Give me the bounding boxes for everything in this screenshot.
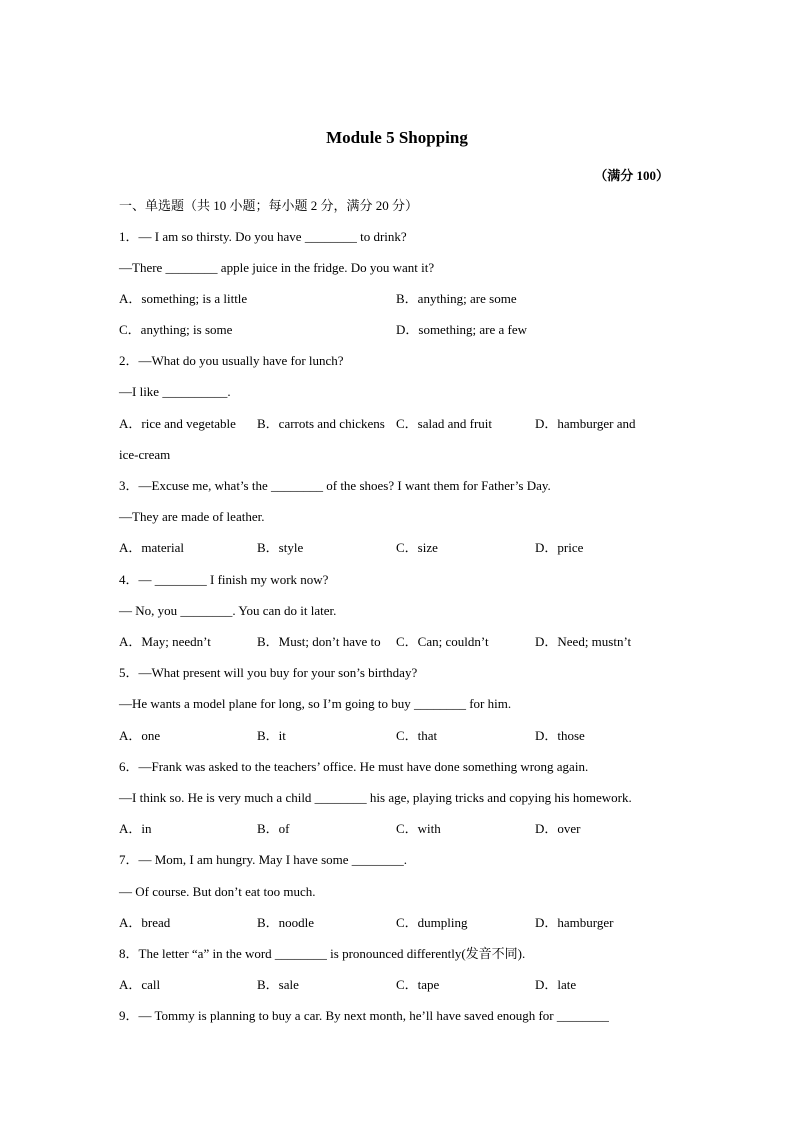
- page-title: Module 5 Shopping: [326, 128, 468, 147]
- question-5-option-c[interactable]: C．that: [396, 728, 438, 743]
- question-4-option-b[interactable]: B．Must; don’t have to: [257, 634, 381, 649]
- question-6-option-a[interactable]: A．in: [119, 821, 152, 836]
- question-1-response: —There ________ apple juice in the fridge. Do you want it?: [119, 260, 435, 275]
- question-8-stem: 8．The letter “a” in the word ________ is pronounced differently(发音不同).: [119, 946, 526, 961]
- question-2-option-d[interactable]: D．hamburger and: [535, 416, 636, 431]
- question-3-option-b[interactable]: B．style: [257, 540, 304, 555]
- question-9-stem: 9．— Tommy is planning to buy a car. By next month, he’ll have saved enough for ________: [119, 1008, 609, 1023]
- question-1-option-c[interactable]: C．anything; is some: [119, 322, 233, 337]
- question-8-option-d[interactable]: D．late: [535, 977, 577, 992]
- question-6-option-c[interactable]: C．with: [396, 821, 441, 836]
- question-8-option-a[interactable]: A．call: [119, 977, 161, 992]
- question-5-option-d[interactable]: D．those: [535, 728, 585, 743]
- question-2-option-d-continued: ice-cream: [119, 447, 171, 462]
- question-5-option-a[interactable]: A．one: [119, 728, 161, 743]
- question-7-stem: 7．— Mom, I am hungry. May I have some ________.: [119, 852, 408, 867]
- question-5-response: —He wants a model plane for long, so I’m going to buy ________ for him.: [119, 696, 512, 711]
- question-2-response: —I like __________.: [119, 384, 231, 399]
- question-8-option-b[interactable]: B．sale: [257, 977, 299, 992]
- question-4-option-a[interactable]: A．May; needn’t: [119, 634, 211, 649]
- question-2-stem: 2．—What do you usually have for lunch?: [119, 353, 344, 368]
- total-score: （满分 100）: [594, 168, 669, 183]
- question-7-option-c[interactable]: C．dumpling: [396, 915, 468, 930]
- question-1-option-d[interactable]: D．something; are a few: [396, 322, 528, 337]
- question-1-option-a[interactable]: A．something; is a little: [119, 291, 248, 306]
- question-7-option-d[interactable]: D．hamburger: [535, 915, 614, 930]
- question-5-option-b[interactable]: B．it: [257, 728, 286, 743]
- question-4-option-c[interactable]: C．Can; couldn’t: [396, 634, 489, 649]
- question-2-option-c[interactable]: C．salad and fruit: [396, 416, 493, 431]
- question-7-option-b[interactable]: B．noodle: [257, 915, 315, 930]
- question-1-stem: 1．— I am so thirsty. Do you have ________ to drink?: [119, 229, 407, 244]
- question-7-option-a[interactable]: A．bread: [119, 915, 171, 930]
- question-2-option-b[interactable]: B．carrots and chickens: [257, 416, 385, 431]
- question-8-option-c[interactable]: C．tape: [396, 977, 440, 992]
- question-3-response: —They are made of leather.: [119, 509, 265, 524]
- question-6-option-b[interactable]: B．of: [257, 821, 290, 836]
- question-6-stem: 6．—Frank was asked to the teachers’ office. He must have done something wrong again.: [119, 759, 589, 774]
- question-4-response: — No, you ________. You can do it later.: [119, 603, 337, 618]
- question-3-option-c[interactable]: C．size: [396, 540, 438, 555]
- question-4-option-d[interactable]: D．Need; mustn’t: [535, 634, 632, 649]
- question-3-option-d[interactable]: D．price: [535, 540, 584, 555]
- question-6-response: —I think so. He is very much a child ________ his age, playing tricks and copying his homework.: [119, 790, 632, 805]
- question-4-stem: 4．— ________ I finish my work now?: [119, 572, 329, 587]
- question-3-option-a[interactable]: A．material: [119, 540, 184, 555]
- question-6-option-d[interactable]: D．over: [535, 821, 581, 836]
- question-1-option-b[interactable]: B．anything; are some: [396, 291, 517, 306]
- question-5-stem: 5．—What present will you buy for your son’s birthday?: [119, 665, 418, 680]
- section-heading: 一、单选题（共 10 小题；每小题 2 分，满分 20 分）: [119, 198, 419, 213]
- question-7-response: — Of course. But don’t eat too much.: [119, 884, 316, 899]
- question-3-stem: 3．—Excuse me, what’s the ________ of the shoes? I want them for Father’s Day.: [119, 478, 551, 493]
- question-2-option-a[interactable]: A．rice and vegetable: [119, 416, 236, 431]
